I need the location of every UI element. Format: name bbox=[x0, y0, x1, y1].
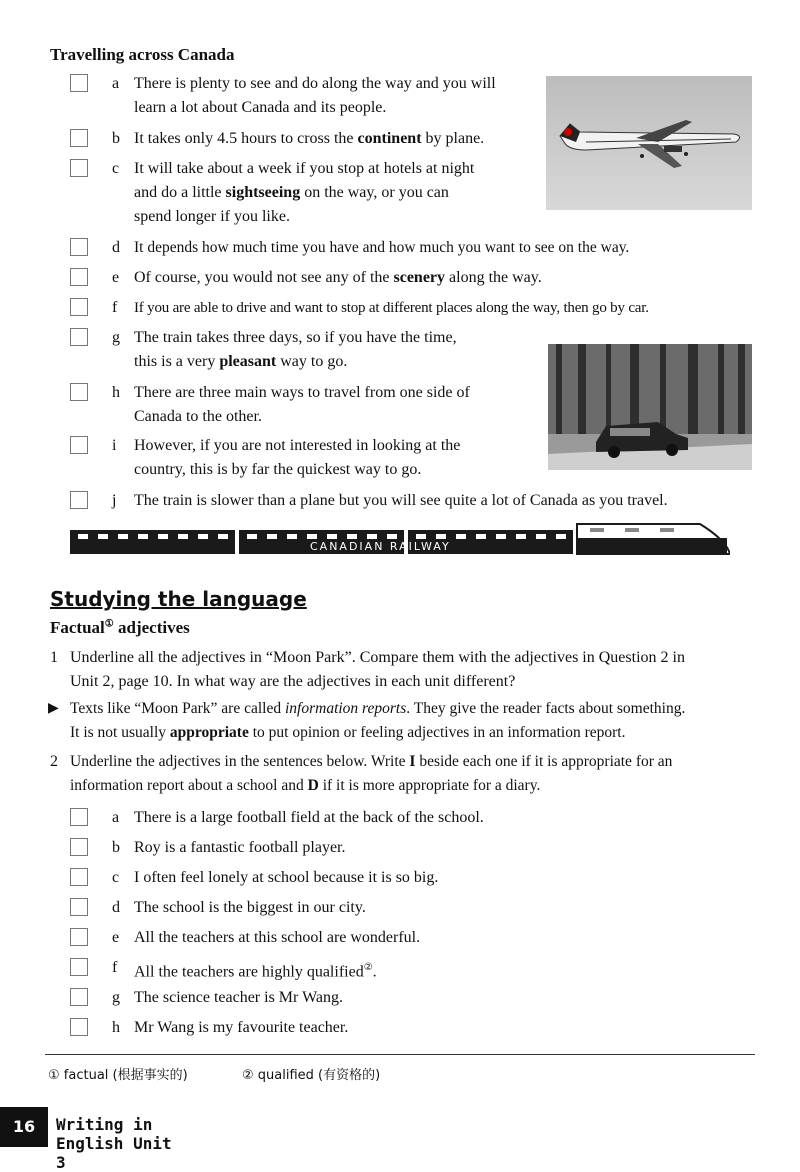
item-letter: a bbox=[112, 809, 120, 826]
item-text: The school is the biggest in our city. bbox=[134, 899, 366, 916]
question-number: 1 bbox=[50, 649, 58, 666]
item-letter: g bbox=[112, 989, 120, 1006]
item-text: All the teachers are highly qualified②. bbox=[134, 962, 377, 981]
answer-checkbox[interactable] bbox=[70, 491, 88, 509]
list-item bbox=[70, 157, 540, 229]
item-letter: g bbox=[112, 329, 120, 346]
answer-checkbox[interactable] bbox=[70, 1018, 88, 1036]
note-text: Texts like “Moon Park” are called information reports. They give the reader facts about something. It is not usually appropriate to put opinion or feeling adjectives in an information report. bbox=[70, 700, 686, 741]
item-letter: b bbox=[112, 130, 120, 147]
answer-checkbox[interactable] bbox=[70, 298, 88, 316]
answer-checkbox[interactable] bbox=[70, 159, 88, 177]
item-text: It depends how much time you have and how much you want to see on the way. bbox=[134, 239, 630, 256]
answer-checkbox[interactable] bbox=[70, 958, 88, 976]
footnote-divider bbox=[45, 1054, 755, 1055]
question-2-text: Underline the adjectives in the sentences below. Write I beside each one if it is appropriate for an information report about a school and D if it is more appropriate for a diary. bbox=[70, 753, 673, 794]
item-text: If you are able to drive and want to stop at different places along the way, then go by car. bbox=[134, 300, 649, 316]
page-number: 16 bbox=[0, 1107, 48, 1147]
section-title-travelling: Travelling across Canada bbox=[50, 45, 235, 64]
answer-checkbox[interactable] bbox=[70, 74, 88, 92]
note-arrow-icon: ▶ bbox=[48, 701, 59, 716]
answer-checkbox[interactable] bbox=[70, 268, 88, 286]
list-item bbox=[70, 72, 540, 120]
footnote-1: ① factual (根据事实的) bbox=[48, 1068, 188, 1083]
list-item bbox=[70, 866, 760, 890]
list-item bbox=[70, 1016, 760, 1040]
answer-checkbox[interactable] bbox=[70, 868, 88, 886]
item-letter: j bbox=[112, 492, 117, 509]
answer-checkbox[interactable] bbox=[70, 988, 88, 1006]
item-letter: e bbox=[112, 929, 120, 946]
book-title: Writing in English Unit 3 bbox=[56, 1115, 172, 1172]
item-letter: f bbox=[112, 299, 118, 316]
item-letter: h bbox=[112, 384, 120, 401]
item-letter: f bbox=[112, 959, 118, 976]
car-icon bbox=[548, 344, 752, 470]
item-text: The train is slower than a plane but you will see quite a lot of Canada as you travel. bbox=[134, 492, 668, 509]
answer-checkbox[interactable] bbox=[70, 328, 88, 346]
item-text: Of course, you would not see any of the scenery along the way. bbox=[134, 269, 542, 286]
item-text: All the teachers at this school are wonderful. bbox=[134, 929, 421, 946]
item-text: The train takes three days, so if you have the time, this is a very pleasant way to go. bbox=[134, 329, 457, 370]
answer-checkbox[interactable] bbox=[70, 808, 88, 826]
list-item bbox=[70, 326, 540, 374]
item-letter: c bbox=[112, 869, 120, 886]
subheading-factual-adjectives: Factual① adjectives bbox=[50, 618, 190, 637]
list-item bbox=[70, 127, 540, 151]
answer-checkbox[interactable] bbox=[70, 898, 88, 916]
list-item bbox=[70, 836, 760, 860]
item-text: Roy is a fantastic football player. bbox=[134, 839, 346, 856]
list-item bbox=[70, 236, 760, 260]
item-text: It will take about a week if you stop at hotels at night and do a little sightseeing on the way, or you can spend longer if you like. bbox=[134, 160, 475, 225]
item-letter: b bbox=[112, 839, 120, 856]
answer-checkbox[interactable] bbox=[70, 129, 88, 147]
page-footer bbox=[0, 1107, 190, 1172]
list-item bbox=[70, 489, 760, 513]
item-text: Mr Wang is my favourite teacher. bbox=[134, 1019, 349, 1036]
item-letter: e bbox=[112, 269, 120, 286]
item-letter: h bbox=[112, 1019, 120, 1036]
answer-checkbox[interactable] bbox=[70, 838, 88, 856]
item-text: It takes only 4.5 hours to cross the continent by plane. bbox=[134, 130, 485, 147]
car-forest-photo bbox=[548, 344, 752, 470]
section-heading-studying: Studying the language bbox=[50, 587, 307, 611]
list-item bbox=[70, 926, 760, 950]
list-item bbox=[70, 296, 760, 320]
list-item bbox=[70, 986, 760, 1010]
item-text: The science teacher is Mr Wang. bbox=[134, 989, 343, 1006]
list-item bbox=[70, 381, 540, 429]
item-text: There are three main ways to travel from one side of Canada to the other. bbox=[134, 384, 470, 425]
answer-checkbox[interactable] bbox=[70, 238, 88, 256]
item-text: I often feel lonely at school because it is so big. bbox=[134, 869, 439, 886]
item-letter: d bbox=[112, 239, 120, 256]
answer-checkbox[interactable] bbox=[70, 928, 88, 946]
item-text: There is plenty to see and do along the way and you will learn a lot about Canada and its people. bbox=[134, 75, 496, 116]
airplane-icon bbox=[546, 76, 752, 210]
item-text: There is a large football field at the back of the school. bbox=[134, 809, 484, 826]
list-item bbox=[70, 806, 760, 830]
list-item bbox=[70, 896, 760, 920]
item-letter: c bbox=[112, 160, 120, 177]
train-label: CANADIAN RAILWAY bbox=[310, 540, 451, 553]
question-number: 2 bbox=[50, 753, 58, 770]
airplane-photo bbox=[546, 76, 752, 210]
question-1-text: Underline all the adjectives in “Moon Park”. Compare them with the adjectives in Question 2 in Unit 2, page 10. In what way are the adjectives in each unit different? bbox=[70, 649, 685, 690]
answer-checkbox[interactable] bbox=[70, 383, 88, 401]
item-letter: d bbox=[112, 899, 120, 916]
footnote-2: ② qualified (有资格的) bbox=[242, 1068, 381, 1083]
item-letter: i bbox=[112, 437, 117, 454]
list-item bbox=[70, 266, 760, 290]
list-item bbox=[70, 956, 760, 980]
list-item bbox=[70, 434, 540, 482]
train-illustration bbox=[70, 520, 730, 560]
answer-checkbox[interactable] bbox=[70, 436, 88, 454]
item-text: However, if you are not interested in looking at the country, this is by far the quickest way to go. bbox=[134, 437, 461, 478]
item-letter: a bbox=[112, 75, 120, 92]
